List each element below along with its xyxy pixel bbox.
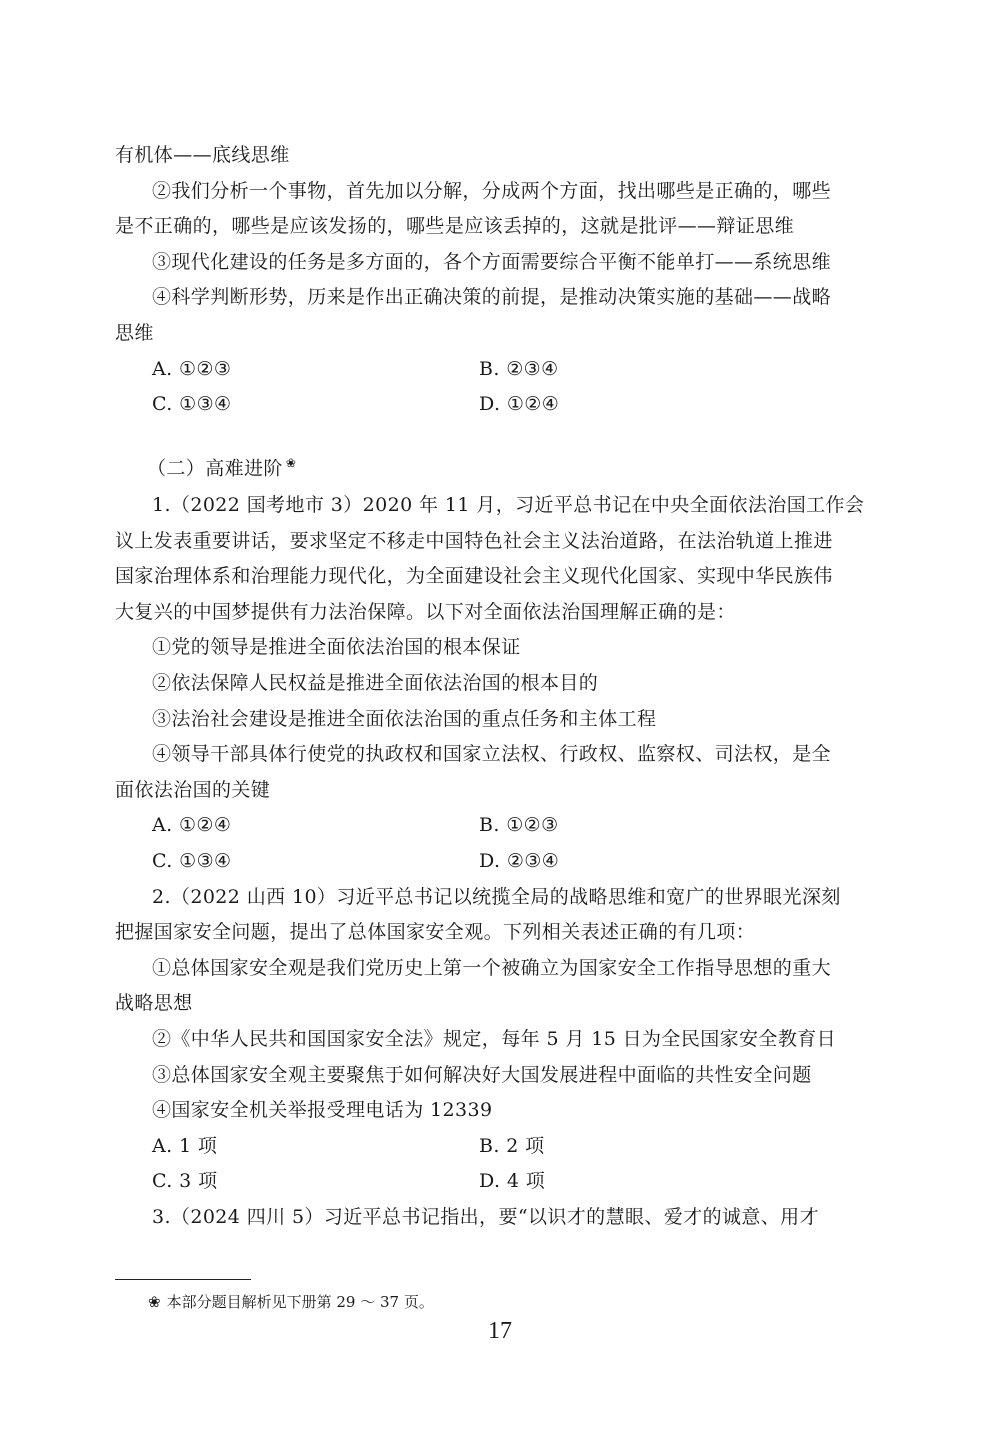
footnote-text: 本部分题目解析见下册第 29 ～ 37 页。 [166, 1293, 434, 1311]
answer-options [115, 844, 860, 880]
answer-options [115, 352, 860, 388]
option-c: C. 3 项 [152, 1170, 218, 1193]
q1-statement-4-cont: 面依法治国的关键 [115, 778, 271, 801]
q2-statement-2: ②《中华人民共和国国家安全法》规定，每年 5 月 15 日为全民国家安全教育日 [152, 1027, 837, 1050]
page-content [115, 138, 865, 1236]
section-heading [147, 445, 860, 486]
q1-statement-3: ③法治社会建设是推进全面依法治国的重点任务和主体工程 [152, 707, 657, 730]
statement-4-cont: 思维 [115, 321, 154, 344]
option-a: A. 1 项 [152, 1134, 218, 1157]
option-c: C. ①③④ [152, 850, 232, 873]
answer-options [115, 808, 860, 844]
option-d: D. ②③④ [479, 850, 560, 873]
question-2-stem: 把握国家安全问题，提出了总体国家安全观。下列相关表述正确的有几项： [115, 921, 756, 944]
footnote-flower-icon: ❀ [285, 455, 297, 470]
footnote-divider [115, 1279, 251, 1280]
option-c: C. ①③④ [152, 393, 232, 416]
option-b: B. 2 项 [479, 1134, 545, 1157]
option-a: A. ①②④ [152, 814, 232, 837]
q1-statement-4: ④领导干部具体行使党的执政权和国家立法权、行政权、监察权、司法权，是全 [152, 743, 832, 766]
option-d: D. ①②④ [479, 393, 560, 416]
option-a: A. ①②③ [152, 357, 232, 380]
footnote [148, 1291, 434, 1313]
statement-2: ②我们分析一个事物，首先加以分解，分成两个方面，找出哪些是正确的，哪些 [152, 179, 832, 202]
q2-statement-3: ③总体国家安全观主要聚焦于如何解决好大国发展进程中面临的共性安全问题 [152, 1063, 812, 1086]
option-b: B. ②③④ [479, 357, 559, 380]
section-title: （二）高难进阶 [147, 457, 283, 480]
q2-statement-4: ④国家安全机关举报受理电话为 12339 [152, 1099, 493, 1122]
q2-statement-1: ①总体国家安全观是我们党历史上第一个被确立为国家安全工作指导思想的重大 [152, 956, 832, 979]
q1-statement-1: ①党的领导是推进全面依法治国的根本保证 [152, 636, 521, 659]
question-1-stem: 1.（2022 国考地市 3）2020 年 11 月，习近平总书记在中央全面依法治国工作会 [152, 494, 865, 517]
option-d: D. 4 项 [479, 1170, 546, 1193]
text-line: 有机体——底线思维 [115, 144, 290, 166]
question-3-stem: 3.（2024 四川 5）习近平总书记指出，要“以识才的慧眼、爱才的诚意、用才 [152, 1205, 819, 1228]
answer-options [115, 387, 860, 423]
question-1-stem: 议上发表重要讲话，要求坚定不移走中国特色社会主义法治道路，在法治轨道上推进 [115, 529, 833, 552]
option-b: B. ①②③ [479, 814, 559, 837]
footnote-flower-icon: ❀ [148, 1293, 161, 1311]
statement-3: ③现代化建设的任务是多方面的，各个方面需要综合平衡不能单打——系统思维 [152, 250, 832, 273]
question-1-stem: 国家治理体系和治理能力现代化，为全面建设社会主义现代化国家、实现中华民族伟 [115, 565, 833, 588]
q2-statement-1-cont: 战略思想 [115, 992, 193, 1015]
question-2-stem: 2.（2022 山西 10）习近平总书记以统揽全局的战略思维和宽广的世界眼光深刻 [152, 885, 841, 908]
page-number: 17 [488, 1318, 512, 1344]
answer-options [115, 1164, 860, 1200]
q1-statement-2: ②依法保障人民权益是推进全面依法治国的根本目的 [152, 672, 599, 695]
question-1-stem: 大复兴的中国梦提供有力法治保障。以下对全面依法治国理解正确的是： [115, 600, 736, 623]
statement-2-cont: 是不正确的，哪些是应该发扬的，哪些是应该丢掉的，这就是批评——辩证思维 [115, 215, 795, 238]
statement-4: ④科学判断形势，历来是作出正确决策的前提，是推动决策实施的基础——战略 [152, 286, 832, 309]
answer-options [115, 1129, 860, 1165]
